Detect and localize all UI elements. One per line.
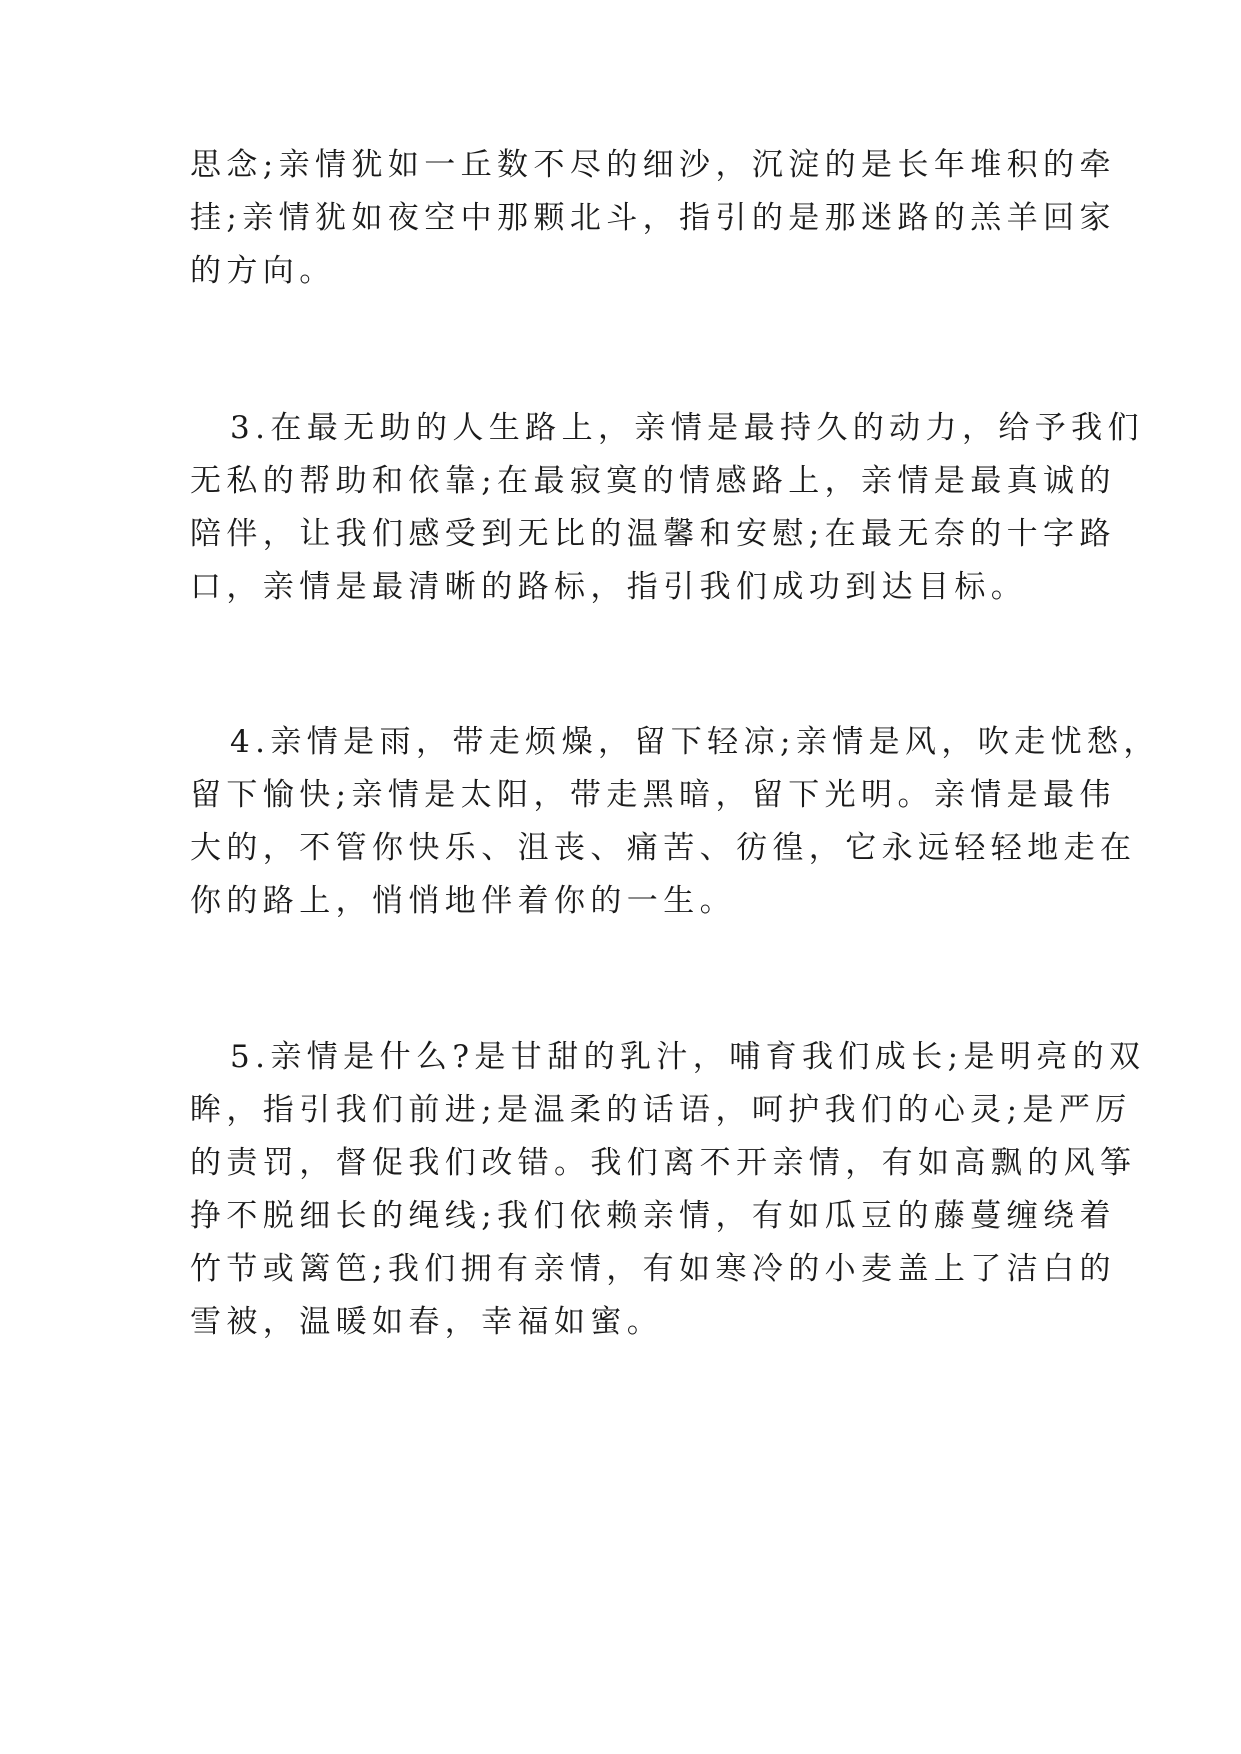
paragraph-line: 留下愉快;亲情是太阳，带走黑暗，留下光明。亲情是最伟 [190, 777, 1116, 813]
paragraph-line: 5.亲情是什么?是甘甜的乳汁，哺育我们成长;是明亮的双 [230, 1039, 1146, 1075]
paragraph-line: 眸，指引我们前进;是温柔的话语，呵护我们的心灵;是严厉 [190, 1092, 1132, 1128]
paragraph-line: 无私的帮助和依靠;在最寂寞的情感路上，亲情是最真诚的 [190, 463, 1116, 499]
paragraph-line: 陪伴，让我们感受到无比的温馨和安慰;在最无奈的十字路 [190, 516, 1116, 552]
paragraph-line: 挂;亲情犹如夜空中那颗北斗，指引的是那迷路的羔羊回家 [190, 200, 1116, 236]
paragraph-line: 竹节或篱笆;我们拥有亲情，有如寒冷的小麦盖上了洁白的 [190, 1251, 1116, 1287]
paragraph-line: 的方向。 [190, 253, 336, 289]
paragraph-line: 的责罚，督促我们改错。我们离不开亲情，有如高飘的风筝 [190, 1145, 1137, 1181]
paragraph-line: 雪被，温暖如春，幸福如蜜。 [190, 1304, 664, 1340]
paragraph-line: 4.亲情是雨，带走烦燥，留下轻凉;亲情是风，吹走忧愁， [230, 724, 1160, 760]
paragraph-line: 口，亲情是最清晰的路标，指引我们成功到达目标。 [190, 569, 1028, 605]
paragraph-line: 思念;亲情犹如一丘数不尽的细沙，沉淀的是长年堆积的牵 [190, 147, 1116, 183]
paragraph-line: 挣不脱细长的绳线;我们依赖亲情，有如瓜豆的藤蔓缠绕着 [190, 1198, 1116, 1234]
paragraph-line: 大的，不管你快乐、沮丧、痛苦、彷徨，它永远轻轻地走在 [190, 830, 1137, 866]
paragraph-line: 3.在最无助的人生路上，亲情是最持久的动力，给予我们 [230, 410, 1144, 446]
paragraph-line: 你的路上，悄悄地伴着你的一生。 [190, 883, 736, 919]
